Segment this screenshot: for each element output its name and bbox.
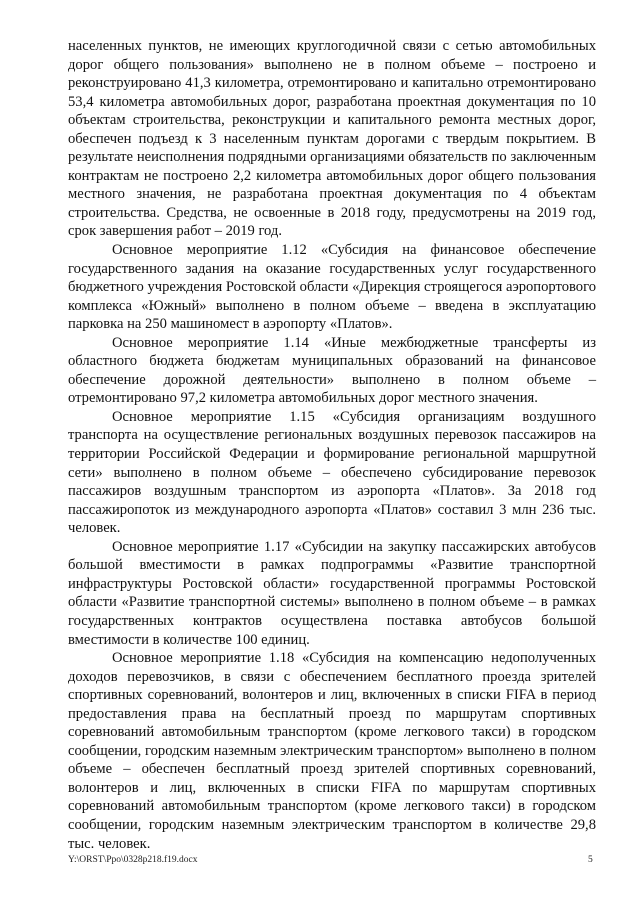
paragraph-measure-1-15: Основное мероприятие 1.15 «Субсидия организациям воздушного транспорта на осуществление региональных воздушных перевозок пассажиров на территории Российской Федерации и формирование региональной маршрутной сети» выполнено в полном объеме – обеспечено субсидирование перевозок пассажиров воздушным транспортом из аэропорта «Платов». За 2018 год пассажиропоток из международного аэропорта «Платов» составил 3 млн 236 тыс. человек. <box>68 408 596 537</box>
footer-file-path: Y:\ORST\Ppo\0328p218.f19.docx <box>68 855 198 865</box>
paragraph-continuation: населенных пунктов, не имеющих круглогодичной связи с сетью автомобильных дорог общего пользования» выполнено не в полном объеме – построено и реконструировано 41,3 километра, отремонтировано и капитально отремонтировано 53,4 километра автомобильных дорог, разработана проектная документация по 10 объектам строительства, реконструкции и капитального ремонта местных дорог, обеспечен подъезд к 3 населенным пунктам дорогами с твердым покрытием. В результате неисполнения подрядными организациями обязательств по заключенным контрактам не построено 2,2 километра автомобильных дорог общего пользования местного значения, не разработана проектная документация по 4 объектам строительства. Средства, не освоенные в 2018 году, предусмотрены на 2019 год, срок завершения работ – 2019 год. <box>68 38 596 240</box>
paragraph-measure-1-17: Основное мероприятие 1.17 «Субсидии на закупку пассажирских автобусов большой вместимости в рамках подпрограммы «Развитие транспортной инфраструктуры Ростовской области» государственной программы Ростовской области «Развитие транспортной системы» выполнено в полном объеме – в рамках государственных контрактов осуществлена поставка автобусов большой вместимости в количестве 100 единиц. <box>68 538 596 648</box>
paragraph-measure-1-14: Основное мероприятие 1.14 «Иные межбюджетные трансферты из областного бюджета бюджетам муниципальных образований на финансовое обеспечение дорожной деятельности» выполнено в полном объеме – отремонтировано 97,2 километра автомобильных дорог местного значения. <box>68 334 596 407</box>
paragraph-measure-1-18: Основное мероприятие 1.18 «Субсидия на компенсацию недополученных доходов перевозчиков, в связи с обеспечением бесплатного проезда зрителей спортивных соревнований, волонтеров и лиц, включенных в списки FIFA в период предоставления права на бесплатный проезд по маршрутам спортивных соревнований автомобильным транспортом (кроме легкового такси) в городском сообщении, городским наземным электрическим транспортом» выполнено в полном объеме – обеспечен бесплатный проезд зрителей спортивных соревнований, волонтеров и лиц, включенных в списки FIFA по маршрутам спортивных соревнований автомобильным транспортом (кроме легкового такси) в городском сообщении, городским наземным электрическим транспортом в количестве 29,8 тыс. человек. <box>68 650 596 852</box>
footer-page-number: 5 <box>588 855 593 865</box>
paragraph-measure-1-12: Основное мероприятие 1.12 «Субсидия на финансовое обеспечение государственного задания на оказание государственных услуг государственного бюджетного учреждения Ростовской области «Дирекция строящегося аэропортового комплекса «Южный» выполнено в полном объеме – введена в эксплуатацию парковка на 250 машиномест в аэропорту «Платов». <box>68 242 596 333</box>
document-body <box>68 37 596 853</box>
